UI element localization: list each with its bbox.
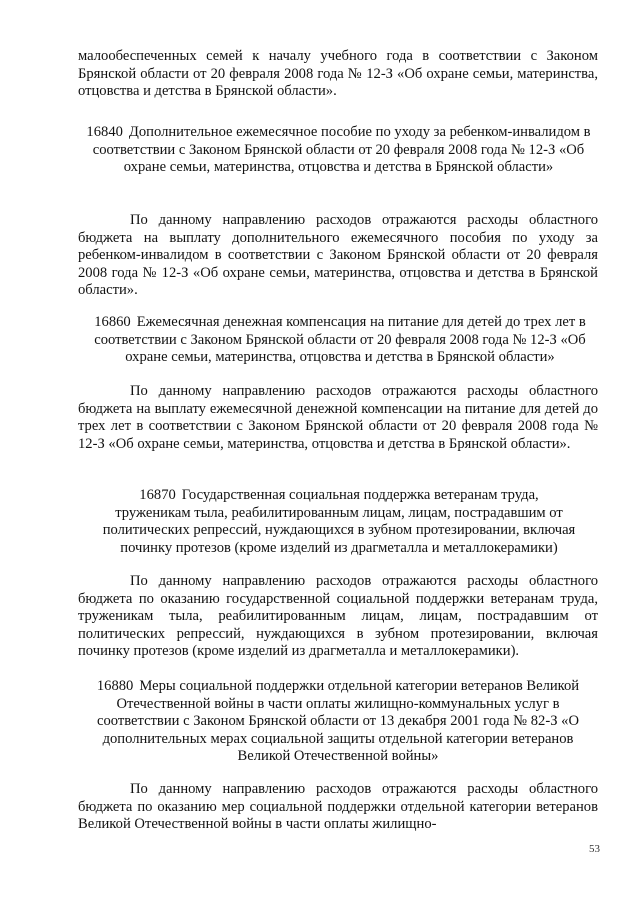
paragraph-text: По данному направлению расходов отражаются расходы областного бюджета на выплату ежемесячной денежной компенсации на питание для детей до трех лет в соответствии с Законом Брянской области от 20 февраля 2008 года № 12-З «Об охране семьи, материнства, отцовства и детства в Брянской области». [78, 383, 598, 452]
section-heading-16840 [86, 124, 591, 177]
section-title: Ежемесячная денежная компенсация на питание для детей до трех лет в соответствии с Законом Брянской области от 20 февраля 2008 года № 12-З «Об охране семьи, материнства, отцовства и детства в Брянской области» [94, 314, 586, 366]
heading-text [78, 678, 598, 766]
section-heading-16860 [90, 314, 590, 367]
heading-text [100, 487, 578, 557]
paragraph-16880 [78, 781, 598, 834]
paragraph-text: малообеспеченных семей к началу учебного года в соответствии с Законом Брянской области от 20 февраля 2008 года № 12-З «Об охране семьи, материнства, отцовства и детства в Брянской области». [78, 48, 598, 100]
paragraph-text: По данному направлению расходов отражаются расходы областного бюджета по оказанию государственной социальной поддержки ветеранам труда, труженикам тыла, реабилитированным лицам, лицам, пострадавшим от политических репрессий, нуждающихся в зубном протезировании, включая починку протезов (кроме изделий из драгметалла и металлокерамики). [78, 573, 598, 660]
section-code: 16880 [96, 678, 134, 694]
paragraph-16840 [78, 212, 598, 300]
heading-text [90, 314, 590, 367]
page-number: 53 [589, 843, 600, 855]
section-title: Меры социальной поддержки отдельной категории ветеранов Великой Отечественной войны в части оплаты жилищно-коммунальных услуг в соответствии с Законом Брянской области от 13 декабря 2001 года № 82-З «О дополнительных мерах социальной защиты отдельной категории ветеранов Великой Отечественной войны» [96, 678, 580, 765]
section-title: Государственная социальная поддержка ветеранам труда, труженикам тыла, реабилитированным лицам, лицам, пострадавшим от политических репрессий, нуждающихся в зубном протезировании, включая починку протезов (кроме изделий из драгметалла и металлокерамики) [102, 487, 576, 556]
section-code: 16840 [86, 124, 123, 140]
heading-text [86, 124, 591, 177]
paragraph-text: По данному направлению расходов отражаются расходы областного бюджета по оказанию мер социальной поддержки отдельной категории ветеранов Великой Отечественной войны в части оплаты жилищно- [78, 781, 598, 833]
paragraph-continuation [78, 48, 598, 101]
paragraph-text: По данному направлению расходов отражаются расходы областного бюджета на выплату дополнительного ежемесячного пособия по уходу за ребенком-инвалидом в соответствии с Законом Брянской области от 20 февраля 2008 года № 12-З «Об охране семьи, материнства, отцовства и детства в Брянской области». [78, 212, 598, 299]
section-title: Дополнительное ежемесячное пособие по уходу за ребенком-инвалидом в соответствии с Законом Брянской области от 20 февраля 2008 года № 12-З «Об охране семьи, материнства, отцовства и детства в Брянской области» [92, 124, 591, 176]
section-heading-16880 [78, 678, 598, 766]
section-code: 16860 [94, 314, 131, 330]
section-code: 16870 [139, 487, 176, 503]
paragraph-16870 [78, 573, 598, 661]
paragraph-16860 [78, 383, 598, 453]
section-heading-16870 [100, 487, 578, 557]
